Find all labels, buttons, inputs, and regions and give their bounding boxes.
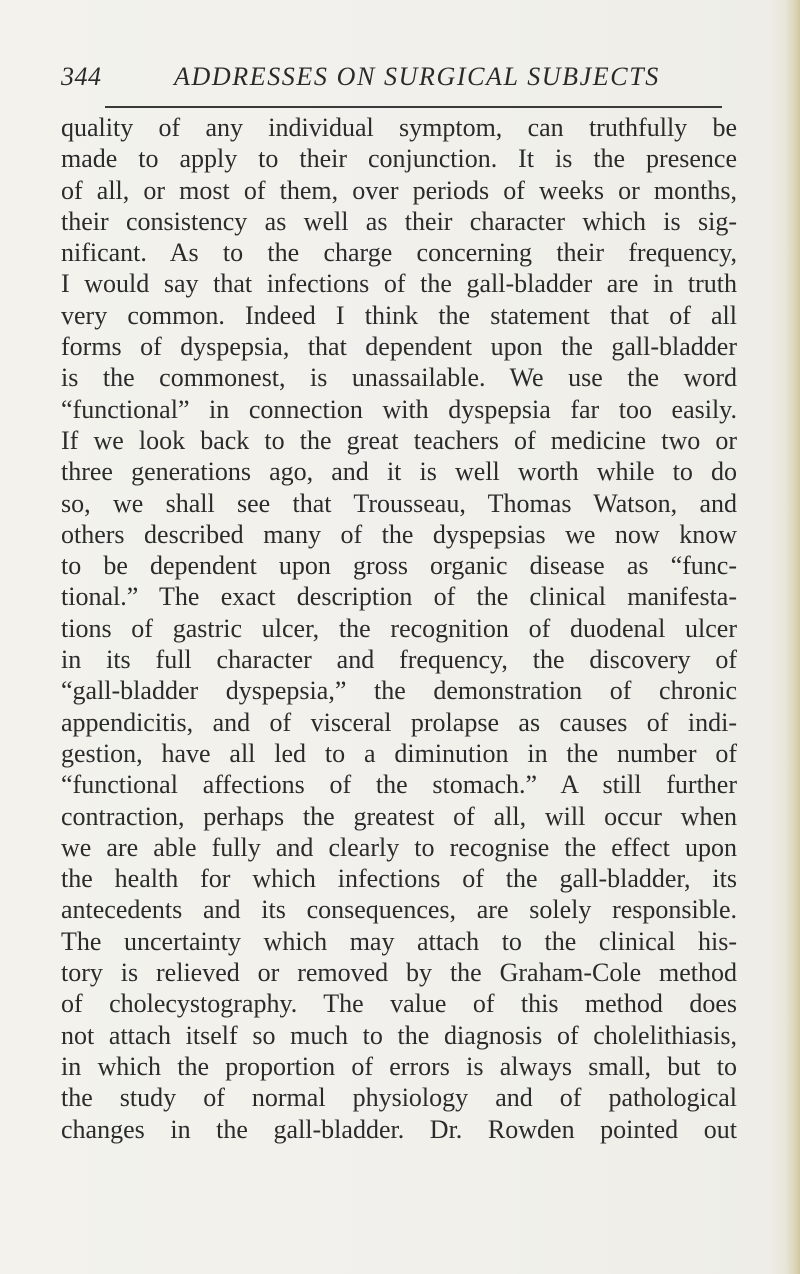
text-line: gestion, have all led to a diminution in the number of — [61, 738, 737, 768]
text-line: The uncertainty which may attach to the clinical his- — [61, 926, 737, 956]
text-line: appendicitis, and of visceral prolapse as causes of indi- — [61, 707, 737, 737]
page-number: 344 — [61, 62, 102, 91]
text-line: “functional” in connection with dyspepsia far too easily. — [61, 394, 737, 424]
text-line: is the commonest, is unassailable. We use the word — [61, 363, 737, 393]
text-line: of all, or most of them, over periods of weeks or months, — [61, 175, 737, 205]
text-line: tions of gastric ulcer, the recognition of duodenal ulcer — [61, 613, 737, 643]
text-line: so, we shall see that Trousseau, Thomas Watson, and — [61, 488, 737, 518]
text-line: three generations ago, and it is well worth while to do — [61, 457, 737, 487]
text-line: of cholecystography. The value of this method does — [61, 989, 737, 1019]
text-line: quality of any individual symptom, can truthfully be — [61, 113, 737, 142]
text-line: “functional affections of the stomach.” A still further — [61, 770, 737, 800]
text-line: not attach itself so much to the diagnosis of cholelithiasis, — [61, 1020, 737, 1050]
text-line: changes in the gall-bladder. Dr. Rowden pointed out — [61, 1114, 737, 1144]
page-edge-shadow — [786, 0, 800, 1274]
text-line: to be dependent upon gross organic disease as “func- — [61, 551, 737, 581]
text-line: I would say that infections of the gall-bladder are in truth — [61, 269, 737, 299]
text-line: in its full character and frequency, the discovery of — [61, 645, 737, 675]
body-text — [61, 112, 737, 1145]
text-line: the health for which infections of the gall-bladder, its — [61, 864, 737, 894]
text-line: their consistency as well as their character which is sig- — [61, 206, 737, 236]
text-line: If we look back to the great teachers of medicine two or — [61, 425, 737, 455]
text-line: nificant. As to the charge concerning their frequency, — [61, 238, 737, 268]
text-line: forms of dyspepsia, that dependent upon the gall-bladder — [61, 332, 737, 362]
text-line: the study of normal physiology and of pathological — [61, 1083, 737, 1113]
text-line: tory is relieved or removed by the Graham-Cole method — [61, 958, 737, 988]
text-line: “gall-bladder dyspepsia,” the demonstration of chronic — [61, 676, 737, 706]
running-title: ADDRESSES ON SURGICAL SUBJECTS — [174, 62, 660, 91]
text-line: others described many of the dyspepsias we now know — [61, 519, 737, 549]
header-rule — [105, 106, 722, 108]
text-line: very common. Indeed I think the statement that of all — [61, 300, 737, 330]
page-header — [61, 62, 721, 102]
text-line: tional.” The exact description of the clinical manifesta- — [61, 582, 737, 612]
text-line: we are able fully and clearly to recognise the effect upon — [61, 832, 737, 862]
text-line: contraction, perhaps the greatest of all, will occur when — [61, 801, 737, 831]
text-line: antecedents and its consequences, are solely responsible. — [61, 895, 737, 925]
text-line: in which the proportion of errors is always small, but to — [61, 1051, 737, 1081]
text-line: made to apply to their conjunction. It is the presence — [61, 144, 737, 174]
